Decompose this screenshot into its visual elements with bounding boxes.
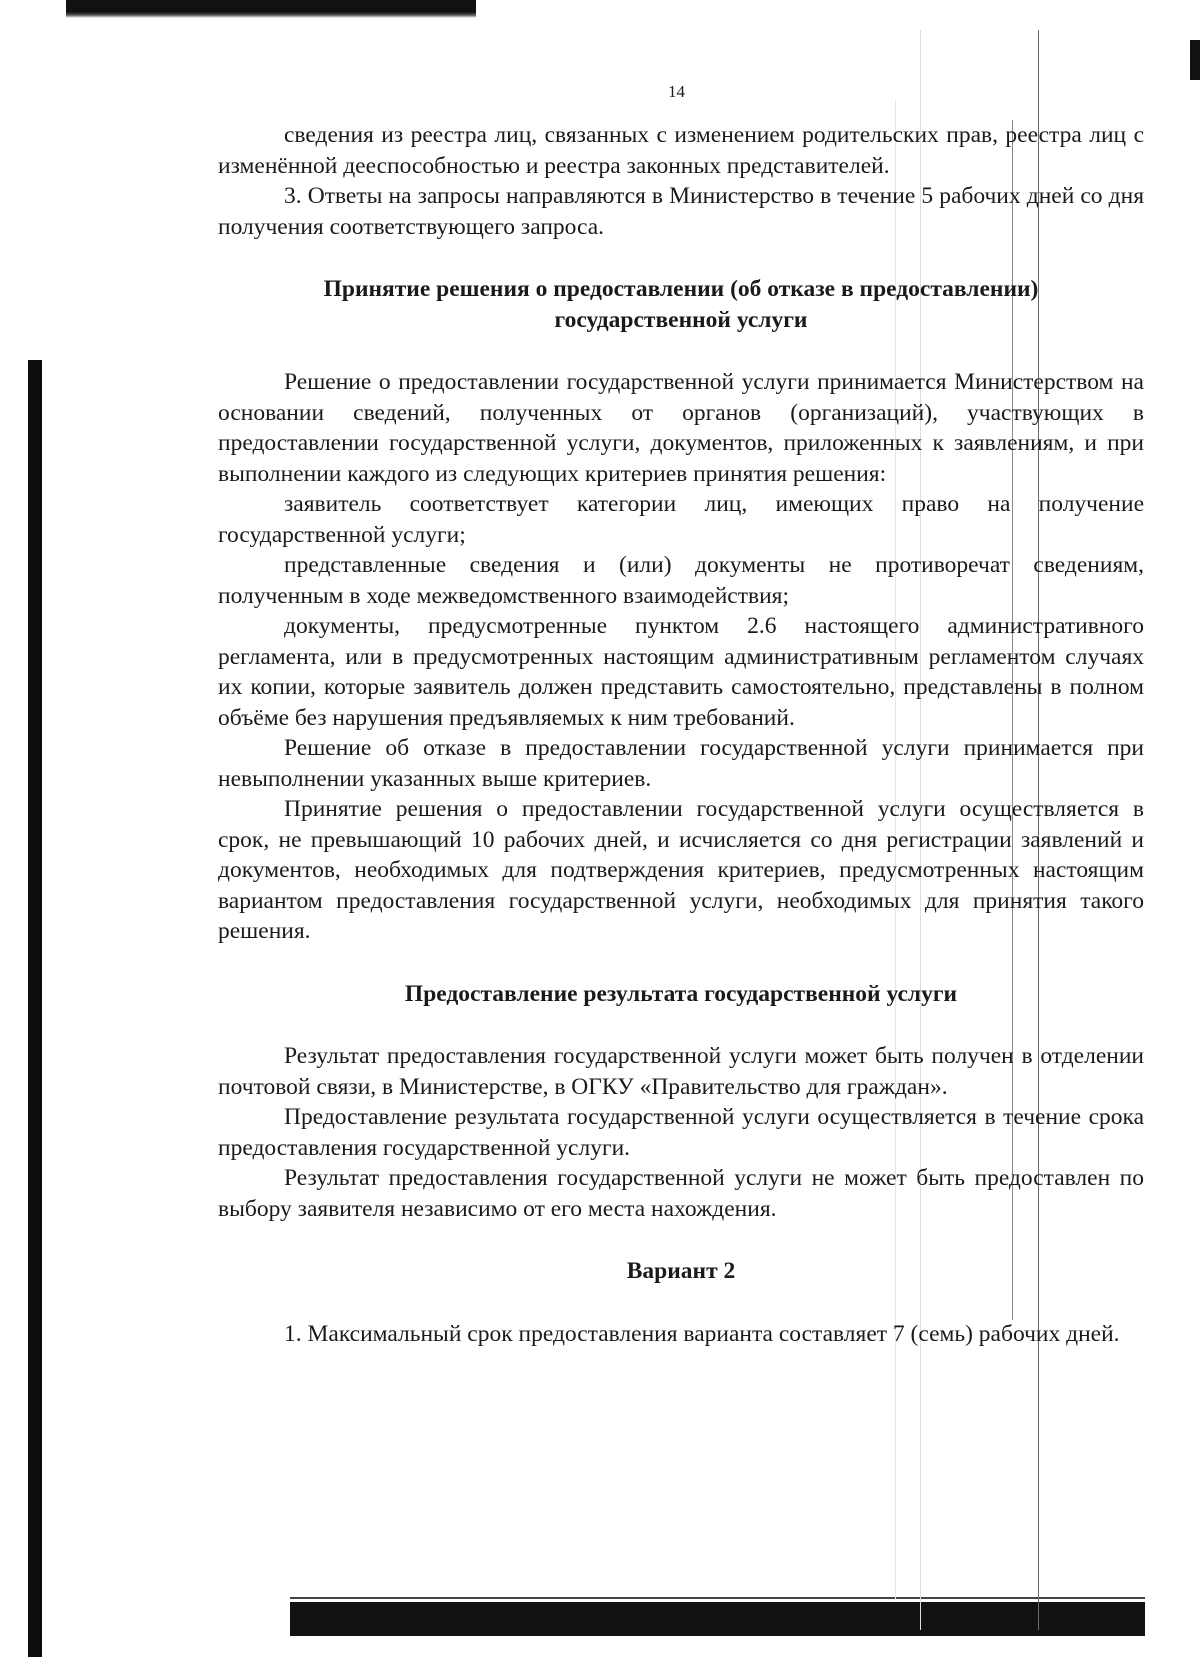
paragraph: Решение об отказе в предоставлении государственной услуги принимается при невыполнении указанных выше критериев.	[218, 735, 1144, 792]
paragraph: документы, предусмотренные пунктом 2.6 настоящего административного регламента, или в предусмотренных настоящим административным регламентом случаях их копии, которые заявитель должен представить самостоятельно, представлены в полном объёме без нарушения предъявляемых к ним требований.	[218, 613, 1144, 731]
paragraph: Результат предоставления государственной услуги может быть получен в отделении почтовой связи, в Министерстве, в ОГКУ «Правительство для граждан».	[218, 1043, 1144, 1100]
paragraph: сведения из реестра лиц, связанных с изменением родительских прав, реестра лиц с изменённой дееспособностью и реестра законных представителей.	[218, 122, 1144, 179]
spacer	[218, 1287, 1144, 1319]
scan-edge-bottom	[290, 1602, 1145, 1636]
spacer	[218, 335, 1144, 367]
spacer	[218, 947, 1144, 979]
page-number: 14	[668, 82, 685, 101]
paragraph: 3. Ответы на запросы направляются в Министерство в течение 5 рабочих дней со дня получения соответствующего запроса.	[218, 183, 1144, 240]
paragraph: Предоставление результата государственной услуги осуществляется в течение срока предоставления государственной услуги.	[218, 1104, 1144, 1161]
spacer	[218, 242, 1144, 274]
paragraph: Принятие решения о предоставлении государственной услуги осуществляется в срок, не превышающий 10 рабочих дней, и исчисляется со дня регистрации заявлений и документов, необходимых для подтверждения критериев, предусмотренных настоящим вариантом предоставления государственной услуги, необходимых для принятия такого решения.	[218, 796, 1144, 944]
section-heading: Принятие решения о предоставлении (об отказе в предоставлении) государственной услуги	[323, 276, 1039, 333]
spacer	[218, 1009, 1144, 1041]
document-body	[218, 120, 1144, 1349]
paragraph: заявитель соответствует категории лиц, имеющих право на получение государственной услуги;	[218, 491, 1144, 548]
section-heading: Вариант 2	[626, 1258, 736, 1284]
scan-edge-top	[66, 0, 476, 18]
paragraph: Результат предоставления государственной услуги не может быть предоставлен по выбору заявителя независимо от его места нахождения.	[218, 1165, 1144, 1222]
paragraph: Решение о предоставлении государственной услуги принимается Министерством на основании сведений, полученных от органов (организаций), участвующих в предоставлении государственной услуги, документов, приложенных к заявлениям, и при выполнении каждого из следующих критериев принятия решения:	[218, 369, 1144, 487]
paragraph: представленные сведения и (или) документы не противоречат сведениям, полученным в ходе межведомственного взаимодействия;	[218, 552, 1144, 609]
paragraph: 1. Максимальный срок предоставления варианта составляет 7 (семь) рабочих дней.	[284, 1320, 1120, 1347]
scan-edge-bottom-line	[290, 1597, 1145, 1599]
spacer	[218, 1224, 1144, 1256]
scan-edge-left	[28, 360, 42, 1657]
section-heading: Предоставление результата государственной услуги	[404, 980, 958, 1007]
scan-edge-right	[1190, 40, 1200, 80]
